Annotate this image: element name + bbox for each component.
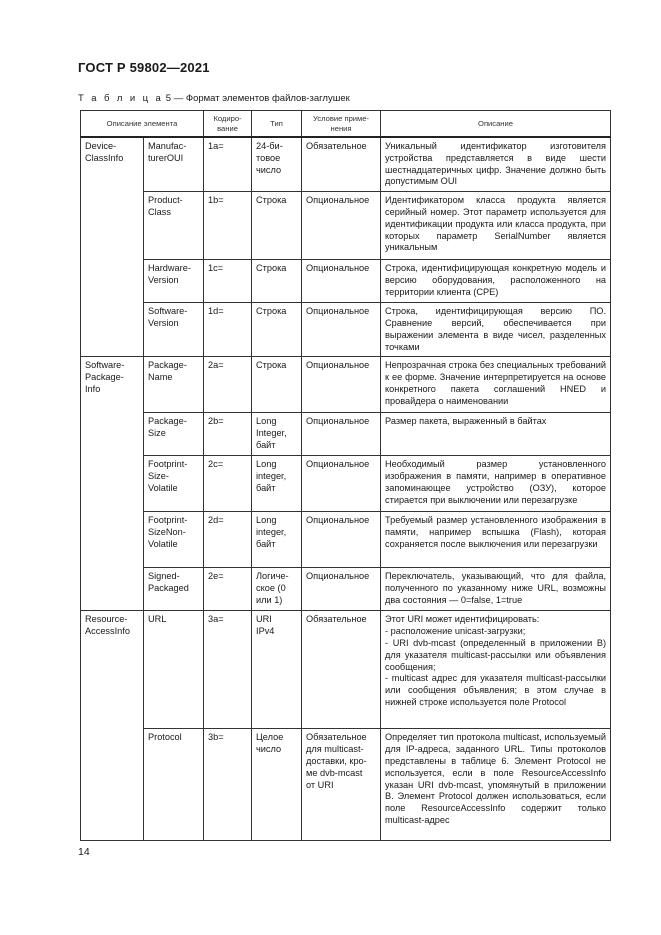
description-cell: Строка, идентифицирующая конкретную модель и версию оборудования, расположенного на территории клиента (CPE) xyxy=(381,260,611,303)
description-cell: Размер пакета, выраженный в байтах xyxy=(381,413,611,456)
condition-cell: Опциональное xyxy=(302,260,381,303)
condition-cell: Опциональное xyxy=(302,357,381,413)
condition-cell: Опциональное xyxy=(302,512,381,568)
element-name-cell: Package- Size xyxy=(144,413,204,456)
table-row xyxy=(81,137,611,192)
table-caption-label: Т а б л и ц а xyxy=(78,93,164,104)
element-name-cell: Hardware- Version xyxy=(144,260,204,303)
encoding-cell: 3b= xyxy=(204,729,252,841)
element-name-cell: Footprint- SizeNon- Volatile xyxy=(144,512,204,568)
type-cell: Long integer, байт xyxy=(252,512,302,568)
encoding-cell: 1c= xyxy=(204,260,252,303)
table-row xyxy=(81,456,611,512)
condition-cell: Опциональное xyxy=(302,303,381,357)
condition-cell: Опциональное xyxy=(302,568,381,611)
type-cell: Строка xyxy=(252,192,302,260)
element-name-cell: URL xyxy=(144,611,204,729)
encoding-cell: 2c= xyxy=(204,456,252,512)
element-group-cell: Device- ClassInfo xyxy=(81,137,144,357)
element-group-cell: Resource- AccessInfo xyxy=(81,611,144,841)
description-cell: Переключатель, указывающий, что для файла, полученного по указанному ниже URL, возможны два состояния — 0=false, 1=true xyxy=(381,568,611,611)
condition-cell: Обязательное для multicast- доставки, кро- ме dvb-mcast от URI xyxy=(302,729,381,841)
table-row xyxy=(81,192,611,260)
element-name-cell: Manufac- turerOUI xyxy=(144,137,204,192)
encoding-cell: 2a= xyxy=(204,357,252,413)
table-caption xyxy=(78,93,350,104)
table-row xyxy=(81,303,611,357)
table-row xyxy=(81,568,611,611)
type-cell: Целое число xyxy=(252,729,302,841)
condition-cell: Опциональное xyxy=(302,456,381,512)
element-name-cell: Signed- Packaged xyxy=(144,568,204,611)
element-name-cell: Product- Class xyxy=(144,192,204,260)
table-row xyxy=(81,413,611,456)
table-caption-text: 5 — Формат элементов файлов-заглушек xyxy=(163,93,350,104)
type-cell: Строка xyxy=(252,260,302,303)
document-code: ГОСТ Р 59802—2021 xyxy=(78,60,210,75)
encoding-cell: 2b= xyxy=(204,413,252,456)
encoding-cell: 1b= xyxy=(204,192,252,260)
element-name-cell: Package- Name xyxy=(144,357,204,413)
table-row xyxy=(81,260,611,303)
description-cell: Требуемый размер установленного изображения в памяти, например вспышка (Flash), которая сохраняется после выключения или перезагрузки xyxy=(381,512,611,568)
page-number: 14 xyxy=(78,846,90,858)
condition-cell: Опциональное xyxy=(302,192,381,260)
encoding-cell: 2d= xyxy=(204,512,252,568)
type-cell: URI IPv4 xyxy=(252,611,302,729)
description-cell: Необходимый размер установленного изображения в памяти, например в оперативное запоминающее устройство (ОЗУ), которое стирается при выключении или перезагрузке xyxy=(381,456,611,512)
encoding-cell: 1d= xyxy=(204,303,252,357)
type-cell: 24-би- товое число xyxy=(252,137,302,192)
description-cell: Определяет тип протокола multicast, используемый для IP-адреса, заданного URL. Типы протоколов представлены в таблице 6. Элемент Protocol не используется, если в поле ResourceAccessInfo указан URI dvb-mcast, упомянутый в приложении B. Элемент Protocol должен использоваться, если поле ResourceAccessInfo содержит только multicast-адрес xyxy=(381,729,611,841)
type-cell: Строка xyxy=(252,357,302,413)
encoding-cell: 1a= xyxy=(204,137,252,192)
column-header-code: Кодиро- вание xyxy=(204,111,252,138)
condition-cell: Обязательное xyxy=(302,611,381,729)
table-row xyxy=(81,729,611,841)
elements-format-table xyxy=(80,110,611,841)
description-cell: Идентификатором класса продукта является серийный номер. Этот параметр используется для идентификации продукта или класса продукта, при которых параметр SerialNumber является уникальным xyxy=(381,192,611,260)
column-header-description: Описание xyxy=(381,111,611,138)
element-name-cell: Protocol xyxy=(144,729,204,841)
table-row xyxy=(81,611,611,729)
table-header-row xyxy=(81,111,611,138)
type-cell: Строка xyxy=(252,303,302,357)
condition-cell: Опциональное xyxy=(302,413,381,456)
description-cell: Этот URI может идентифицировать: - расположение unicast-загрузки; - URI dvb-mcast (определенный в приложении B) для указателя multicast-рассылки или объявления сообщения; - multicast адрес для указателя multicast-рассылки или сообщения объявления; в этом случае в нижней строке используется поле Protocol xyxy=(381,611,611,729)
description-cell: Уникальный идентификатор изготовителя устройства представляется в виде шести шестнадцатеричных цифр. Значение должно быть допустимым OUI xyxy=(381,137,611,192)
encoding-cell: 2e= xyxy=(204,568,252,611)
element-name-cell: Software- Version xyxy=(144,303,204,357)
type-cell: Long integer, байт xyxy=(252,456,302,512)
condition-cell: Обязательное xyxy=(302,137,381,192)
table-row xyxy=(81,357,611,413)
encoding-cell: 3a= xyxy=(204,611,252,729)
type-cell: Логиче- ское (0 или 1) xyxy=(252,568,302,611)
column-header-element: Описание элемента xyxy=(81,111,204,138)
table-body xyxy=(81,137,611,841)
element-name-cell: Footprint- Size- Volatile xyxy=(144,456,204,512)
column-header-type: Тип xyxy=(252,111,302,138)
table-row xyxy=(81,512,611,568)
description-cell: Строка, идентифицирующая версию ПО. Сравнение версий, обеспечивается при выражении элемента в виде чисел, разделенных точками xyxy=(381,303,611,357)
element-group-cell: Software- Package- Info xyxy=(81,357,144,611)
description-cell: Непрозрачная строка без специальных требований к ее форме. Значение интерпретируется на основе конкретного пакета соглашений HNED и провайдера о наименовании xyxy=(381,357,611,413)
type-cell: Long Integer, байт xyxy=(252,413,302,456)
column-header-condition: Условие приме- нения xyxy=(302,111,381,138)
